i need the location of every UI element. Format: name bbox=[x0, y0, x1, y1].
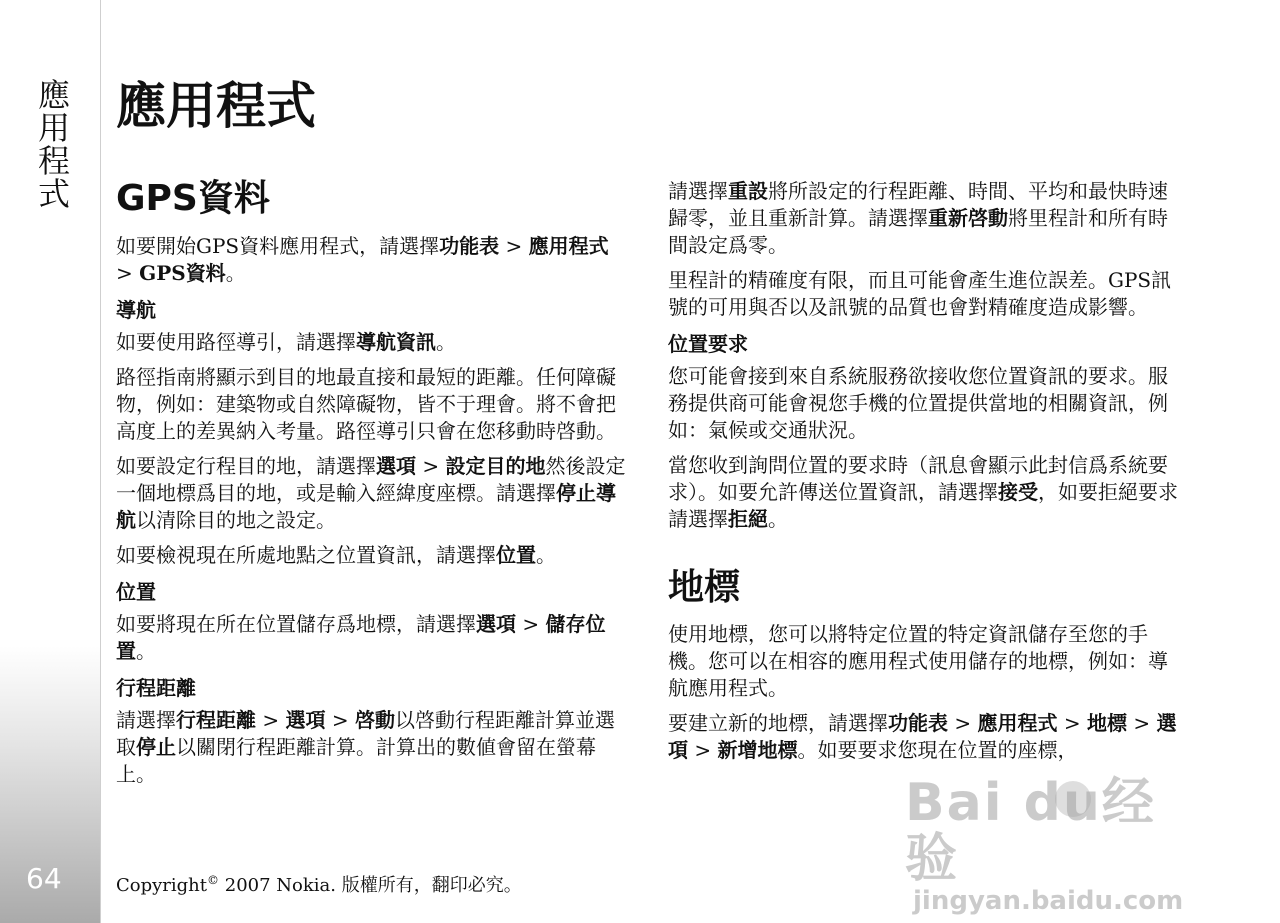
paw-logo-icon bbox=[1055, 781, 1091, 817]
text-run: 行程距離 bbox=[116, 676, 196, 700]
body-paragraph bbox=[116, 453, 631, 534]
menu-term: 地標 bbox=[1086, 711, 1127, 735]
subsection-heading bbox=[116, 579, 631, 605]
menu-term: 應用程式 bbox=[528, 234, 609, 258]
menu-term: 功能表 bbox=[439, 234, 500, 258]
text-run: 使用地標，您可以將特定位置的特定資訊儲存至您的手機。您可以在相容的應用程式使用儲存的地標，例如：導航應用程式。 bbox=[668, 622, 1168, 700]
text-run: 將所設定的行程距離、時間、平均和最快時速歸零，並且重新計算。請選擇 bbox=[668, 179, 1168, 230]
baidu-jingyan-watermark bbox=[905, 773, 1205, 916]
menu-term: 設定目的地 bbox=[445, 454, 546, 478]
menu-term: 選項 bbox=[476, 612, 516, 636]
menu-term: 停止導航 bbox=[116, 481, 616, 532]
side-divider bbox=[100, 0, 101, 923]
text-run: ，如要拒絕要求請選擇 bbox=[668, 480, 1178, 531]
body-paragraph bbox=[116, 611, 631, 665]
text-run: 。 bbox=[225, 261, 246, 285]
side-tab bbox=[0, 0, 100, 923]
body-paragraph bbox=[116, 364, 631, 445]
menu-term: 導航資訊 bbox=[356, 330, 436, 354]
menu-term: 停止 bbox=[136, 735, 176, 759]
left-blocks bbox=[116, 233, 631, 788]
watermark-brand: Bai du经验 bbox=[905, 773, 1156, 889]
text-run: 如要使用路徑導引，請選擇 bbox=[116, 330, 356, 354]
body-paragraph bbox=[116, 329, 631, 356]
body-paragraph bbox=[668, 267, 1183, 321]
text-run: 請選擇 bbox=[668, 179, 728, 203]
text-run: > bbox=[516, 612, 546, 636]
text-run: 如要將現在所在位置儲存爲地標，請選擇 bbox=[116, 612, 476, 636]
text-run: 請選擇 bbox=[116, 708, 176, 732]
text-run: 如要設定行程目的地，請選擇 bbox=[116, 454, 376, 478]
text-run: 將里程計和所有時間設定爲零。 bbox=[668, 206, 1168, 257]
text-run: > bbox=[116, 261, 140, 285]
menu-term: 拒絕 bbox=[728, 507, 768, 531]
body-paragraph bbox=[668, 363, 1183, 444]
text-run: 。 bbox=[436, 330, 456, 354]
text-run: 當您收到詢問位置的要求時（訊息會顯示此封信爲系統要求）。如要允許傳送位置資訊，請選擇 bbox=[668, 453, 1168, 504]
right-blocks-landmarks bbox=[668, 621, 1183, 764]
menu-term: 應用程式 bbox=[977, 711, 1058, 735]
body-paragraph bbox=[116, 542, 631, 569]
left-column bbox=[116, 175, 631, 796]
body-paragraph bbox=[116, 707, 631, 788]
menu-term: 選項 bbox=[668, 711, 1177, 762]
body-paragraph bbox=[668, 710, 1183, 764]
text-run: 里程計的精確度有限，而且可能會產生進位誤差。GPS訊號的可用與否以及訊號的品質也會對精確度造成影響。 bbox=[668, 268, 1172, 319]
page-number: 64 bbox=[26, 862, 62, 895]
text-run: 您可能會接到來自系統服務欲接收您位置資訊的要求。服務提供商可能會視您手機的位置提供當地的相關資訊，例如：氣候或交通狀況。 bbox=[668, 364, 1168, 442]
subsection-heading bbox=[116, 675, 631, 701]
right-blocks bbox=[668, 178, 1183, 533]
text-run: 。 bbox=[768, 507, 788, 531]
menu-term: 接受 bbox=[998, 480, 1038, 504]
copyright-prefix: Copyright bbox=[116, 875, 208, 896]
text-run: 位置 bbox=[116, 580, 156, 604]
menu-term: 選項 bbox=[376, 454, 416, 478]
text-run: 如要檢視現在所處地點之位置資訊，請選擇 bbox=[116, 543, 496, 567]
text-run: 導航 bbox=[116, 298, 156, 322]
menu-term: 位置 bbox=[496, 543, 536, 567]
menu-term: 啓動 bbox=[354, 708, 395, 732]
text-run: > bbox=[256, 708, 286, 732]
copyright-symbol: © bbox=[207, 873, 220, 887]
right-column bbox=[668, 178, 1183, 772]
section-title-landmarks: 地標 bbox=[668, 566, 741, 608]
page-title: 應用程式 bbox=[116, 76, 316, 135]
text-run: 。 bbox=[536, 543, 556, 567]
text-run: 以啓動行程距離計算並選取 bbox=[116, 708, 615, 759]
text-run: 路徑指南將顯示到目的地最直接和最短的距離。任何障礙物，例如：建築物或自然障礙物，皆不于理會。將不會把高度上的差異納入考量。路徑導引只會在您移動時啓動。 bbox=[116, 365, 616, 443]
text-run: 如要開始GPS資料應用程式，請選擇 bbox=[116, 234, 440, 258]
text-run: 。如要要求您現在位置的座標， bbox=[797, 738, 1078, 762]
text-run: > bbox=[1057, 711, 1087, 735]
text-run: 位置要求 bbox=[668, 332, 748, 356]
side-chapter-title: 應用程式 bbox=[33, 78, 71, 210]
subsection-heading bbox=[668, 331, 1183, 357]
text-run: > bbox=[688, 738, 718, 762]
menu-term: 行程距離 bbox=[176, 708, 256, 732]
menu-term: 選項 bbox=[285, 708, 326, 732]
text-run: 。 bbox=[136, 639, 156, 663]
body-paragraph bbox=[668, 178, 1183, 259]
subsection-heading bbox=[116, 297, 631, 323]
text-run: 以關閉行程距離計算。計算出的數値會留在螢幕上。 bbox=[116, 735, 596, 786]
menu-term: 儲存位置 bbox=[116, 612, 606, 663]
menu-term: 新增地標 bbox=[717, 738, 798, 762]
body-paragraph bbox=[116, 233, 631, 287]
body-paragraph bbox=[668, 621, 1183, 702]
menu-term: 重設 bbox=[728, 179, 768, 203]
text-run: > bbox=[416, 454, 446, 478]
text-run: > bbox=[1126, 711, 1157, 735]
text-run: > bbox=[948, 711, 978, 735]
menu-term: 重新啓動 bbox=[928, 206, 1008, 230]
body-paragraph bbox=[668, 452, 1183, 533]
text-run: 要建立新的地標，請選擇 bbox=[668, 711, 888, 735]
section-title-gps-data: GPS資料 bbox=[116, 178, 270, 219]
copyright-footer bbox=[116, 868, 522, 898]
text-run: 然後設定一個地標爲目的地，或是輸入經緯度座標。請選擇 bbox=[116, 454, 626, 505]
text-run: > bbox=[325, 708, 355, 732]
watermark-site: jingyan.baidu.com bbox=[913, 886, 1184, 916]
text-run: 以清除目的地之設定。 bbox=[136, 508, 336, 532]
text-run: > bbox=[499, 234, 529, 258]
menu-term: GPS資料 bbox=[139, 261, 226, 285]
menu-term: 功能表 bbox=[888, 711, 948, 735]
copyright-text: 2007 Nokia. 版權所有，翻印必究。 bbox=[219, 875, 522, 896]
